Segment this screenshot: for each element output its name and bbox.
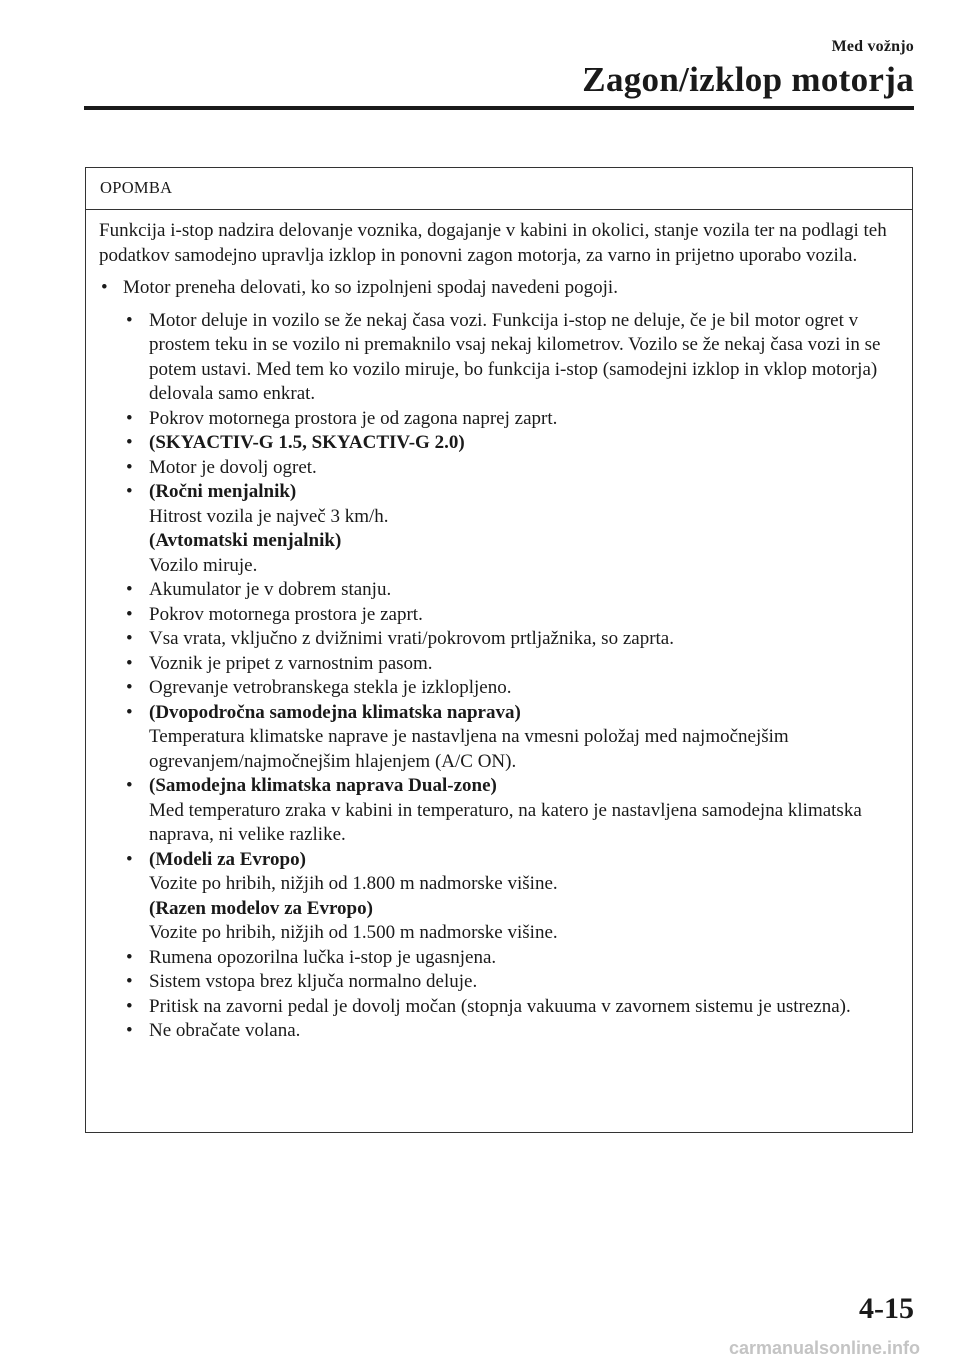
bullet-marker: • [126, 848, 133, 870]
main-item-text: Motor preneha delovati, ko so izpolnjeni spodaj navedeni pogoji. [123, 277, 618, 298]
condition-text: Voznik je pripet z varnostnim pasom. [149, 652, 433, 674]
bullet-marker: • [126, 579, 133, 600]
condition-item [126, 456, 894, 481]
condition-item [126, 995, 894, 1020]
note-box [85, 167, 913, 1133]
condition-item [126, 848, 894, 946]
section-label: Med vožnjo [831, 38, 914, 55]
condition-heading: (Avtomatski menjalnik) [149, 530, 342, 551]
condition-item [126, 480, 894, 578]
main-list-item [99, 276, 894, 301]
condition-heading: (Samodejna klimatska naprava Dual-zone) [149, 775, 497, 796]
condition-text: Pritisk na zavorni pedal je dovolj močan (stopnja vakuuma v zavornem sistemu je ustrezna). [149, 995, 851, 1017]
condition-text: Rumena opozorilna lučka i-stop je ugasnjena. [149, 946, 497, 968]
condition-heading: (Razen modelov za Evropo) [149, 897, 373, 919]
condition-text: Med temperaturo zraka v kabini in temperaturo, na katero je nastavljena samodejna klimatska naprava, ni velike razlike. [149, 799, 862, 845]
condition-heading: (Ročni menjalnik) [149, 481, 297, 502]
bullet-marker: • [126, 309, 133, 331]
watermark: carmanualsonline.info [728, 1338, 920, 1358]
condition-text: Vozite po hribih, nižjih od 1.800 m nadmorske višine. [149, 873, 558, 894]
bullet-marker: • [126, 971, 133, 992]
condition-heading: (Modeli za Evropo) [149, 848, 306, 870]
condition-item [126, 676, 894, 701]
condition-text: Temperatura klimatske naprave je nastavljena na vmesni položaj med najmočnejšim ogrevanjem/najmočnejšim hlajenjem (A/C ON). [149, 726, 789, 772]
condition-item [126, 578, 894, 603]
condition-item [126, 946, 894, 971]
condition-text: Vozite po hribih, nižjih od 1.500 m nadmorske višine. [149, 922, 558, 943]
condition-item [126, 970, 894, 995]
bullet-marker: • [126, 1020, 133, 1041]
bullet-marker: • [126, 677, 133, 698]
bullet-marker: • [101, 277, 108, 298]
bullet-marker: • [126, 407, 133, 429]
condition-text: Vsa vrata, vključno z dvižnimi vrati/pokrovom prtljažnika, so zaprta. [149, 628, 674, 649]
page-title: Zagon/izklop motorja [582, 60, 914, 99]
condition-text: Ne obračate volana. [149, 1020, 301, 1041]
condition-text: Motor deluje in vozilo se že nekaj časa vozi. Funkcija i-stop ne deluje, če je bil motor ogret v prostem teku in se vozilo ni premaknilo vsaj nekaj kilometrov. Vozilo se že nekaj časa vozi in se potem ustavi. Med tem ko vozilo miruje, bo funkcija i-stop (samodejni izklop in vklop motorja) delovala samo enkrat. [149, 309, 881, 404]
condition-text: Vozilo miruje. [149, 554, 258, 576]
note-intro: Funkcija i-stop nadzira delovanje voznika, dogajanje v kabini in okolici, stanje vozila ter na podlagi teh podatkov samodejno upravlja izklop in ponovni zagon motorja, za varno in prijetno uporabo vozila. [99, 220, 887, 266]
note-heading: OPOMBA [86, 168, 912, 210]
bullet-marker: • [126, 652, 133, 674]
condition-text: Hitrost vozila je največ 3 km/h. [149, 505, 389, 527]
bullet-marker: • [126, 946, 133, 968]
condition-item [126, 1019, 894, 1044]
condition-item [126, 309, 894, 407]
condition-item [126, 774, 894, 848]
condition-text: Sistem vstopa brez ključa normalno deluje. [149, 971, 478, 992]
condition-text: Akumulator je v dobrem stanju. [149, 579, 392, 600]
condition-item [126, 652, 894, 677]
bullet-marker: • [126, 628, 133, 649]
condition-heading: (Dvopodročna samodejna klimatska naprava) [149, 701, 521, 723]
bullet-marker: • [126, 701, 133, 723]
condition-text: Pokrov motornega prostora je zaprt. [149, 603, 423, 625]
condition-text: Motor je dovolj ogret. [149, 456, 317, 478]
header-rule [84, 106, 914, 110]
bullet-marker: • [126, 603, 133, 625]
note-body [86, 210, 912, 1044]
condition-item [126, 603, 894, 628]
condition-text: Pokrov motornega prostora je od zagona naprej zaprt. [149, 407, 558, 429]
bullet-marker: • [126, 775, 133, 796]
condition-item [126, 701, 894, 775]
condition-list [99, 309, 894, 1044]
bullet-marker: • [126, 481, 133, 502]
condition-item [126, 627, 894, 652]
page-number: 4-15 [859, 1292, 914, 1325]
bullet-marker: • [126, 456, 133, 478]
condition-item [126, 407, 894, 432]
bullet-marker: • [126, 432, 133, 453]
condition-heading: (SKYACTIV-G 1.5, SKYACTIV-G 2.0) [149, 432, 465, 453]
bullet-marker: • [126, 995, 133, 1017]
condition-text: Ogrevanje vetrobranskega stekla je izklopljeno. [149, 677, 512, 698]
condition-item [126, 431, 894, 456]
